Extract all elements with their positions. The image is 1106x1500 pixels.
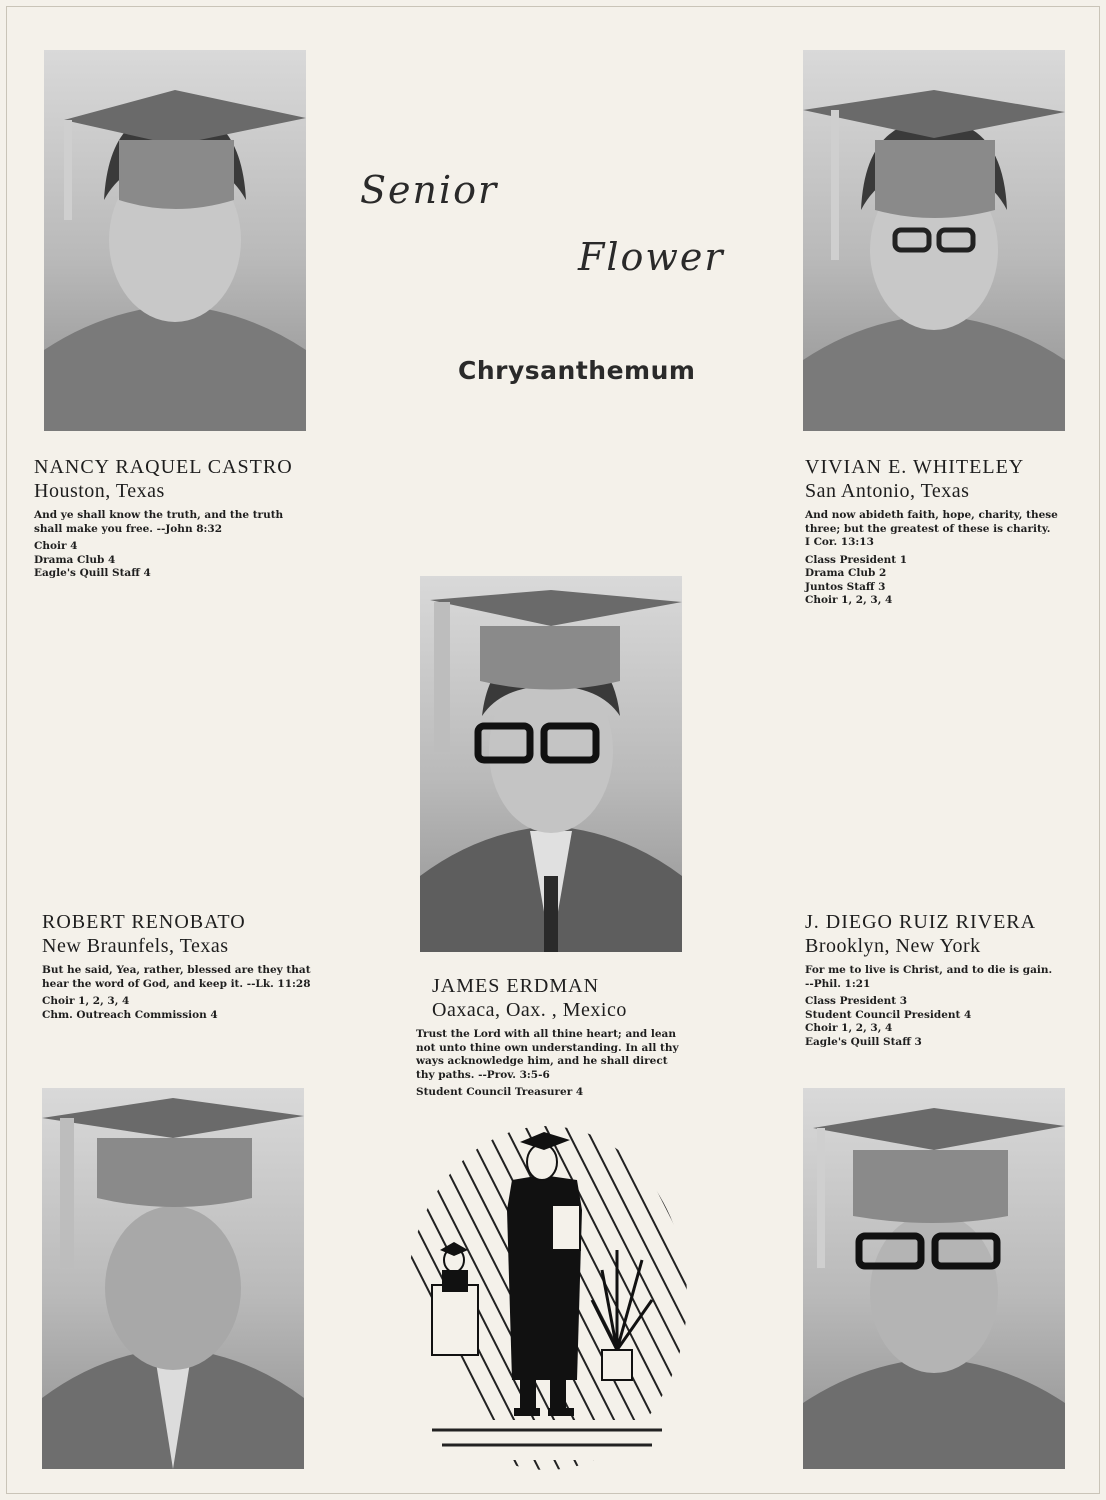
activity-item: Student Council President 4 [805,1008,972,1021]
photo-nancy-castro [44,50,306,431]
activity-item: Juntos Staff 3 [805,580,886,593]
senior-name: J. DIEGO RUIZ RIVERA [805,911,1037,933]
flower-heading: Flower [578,235,725,279]
senior-verse: And ye shall know the truth, and the truth shall make you free. --John 8:32 [34,509,284,535]
senior-hometown: New Braunfels, Texas [42,935,229,957]
activities-list [42,995,372,1022]
graduate-portrait-icon [803,1088,1065,1469]
photo-vivian-whiteley [803,50,1065,431]
photo-diego-ruiz-rivera [803,1088,1065,1469]
senior-flower-name: Chrysanthemum [458,356,696,385]
activity-item: Drama Club 2 [805,567,887,579]
senior-nancy-castro [34,455,364,581]
senior-hometown: Brooklyn, New York [805,935,981,957]
activity-item: Student Council Treasurer 4 [416,1086,584,1098]
senior-robert-renobato [42,910,372,1022]
activities-list [805,554,1095,608]
graduate-portrait-icon [803,50,1065,431]
senior-verse: For me to live is Christ, and to die is gain. --Phil. 1:21 [805,964,1053,990]
activity-item: Choir 4 [34,540,78,552]
activity-item: Class President 1 [805,553,908,566]
graduate-portrait-icon [42,1088,304,1469]
senior-name: ROBERT RENOBATO [42,911,246,933]
senior-hometown: Houston, Texas [34,480,165,502]
activity-item: Eagle's Quill Staff 4 [34,567,151,579]
activity-item: Choir 1, 2, 3, 4 [805,1022,893,1034]
senior-vivian-whiteley [805,455,1095,608]
photo-robert-renobato [42,1088,304,1469]
senior-verse: And now abideth faith, hope, charity, these three; but the greatest of these is charity. I Cor. 13:13 [805,509,1058,548]
activity-item: Class President 3 [805,995,908,1007]
senior-verse: Trust the Lord with all thine heart; and lean not unto thine own understanding. In all thy ways acknowledge him, and he shall direct thy paths. --Prov. 3:5-6 [416,1028,679,1081]
graduate-speech-icon [402,1120,692,1475]
senior-name: JAMES ERDMAN [432,975,600,997]
graduate-portrait-icon [420,576,682,952]
activity-item: Choir 1, 2, 3, 4 [805,594,893,606]
senior-verse: But he said, Yea, rather, blessed are they that hear the word of God, and keep it. --Lk. 11:28 [42,964,311,990]
activities-list [416,1086,706,1100]
activity-item: Drama Club 4 [34,553,116,566]
photo-james-erdman [420,576,682,952]
graduate-speech-illustration [402,1120,692,1475]
graduate-portrait-icon [44,50,306,431]
activities-list [805,995,1095,1049]
senior-heading: Senior [360,168,499,212]
senior-name: NANCY RAQUEL CASTRO [34,456,293,478]
activity-item: Choir 1, 2, 3, 4 [42,995,130,1007]
senior-hometown: Oaxaca, Oax. , Mexico [432,999,627,1021]
activity-item: Eagle's Quill Staff 3 [805,1035,922,1048]
senior-hometown: San Antonio, Texas [805,480,970,502]
senior-name: VIVIAN E. WHITELEY [805,456,1025,478]
senior-james-erdman [416,974,706,1100]
activities-list [34,540,364,581]
senior-diego-ruiz-rivera [805,910,1095,1049]
activity-item: Chm. Outreach Commission 4 [42,1008,218,1021]
